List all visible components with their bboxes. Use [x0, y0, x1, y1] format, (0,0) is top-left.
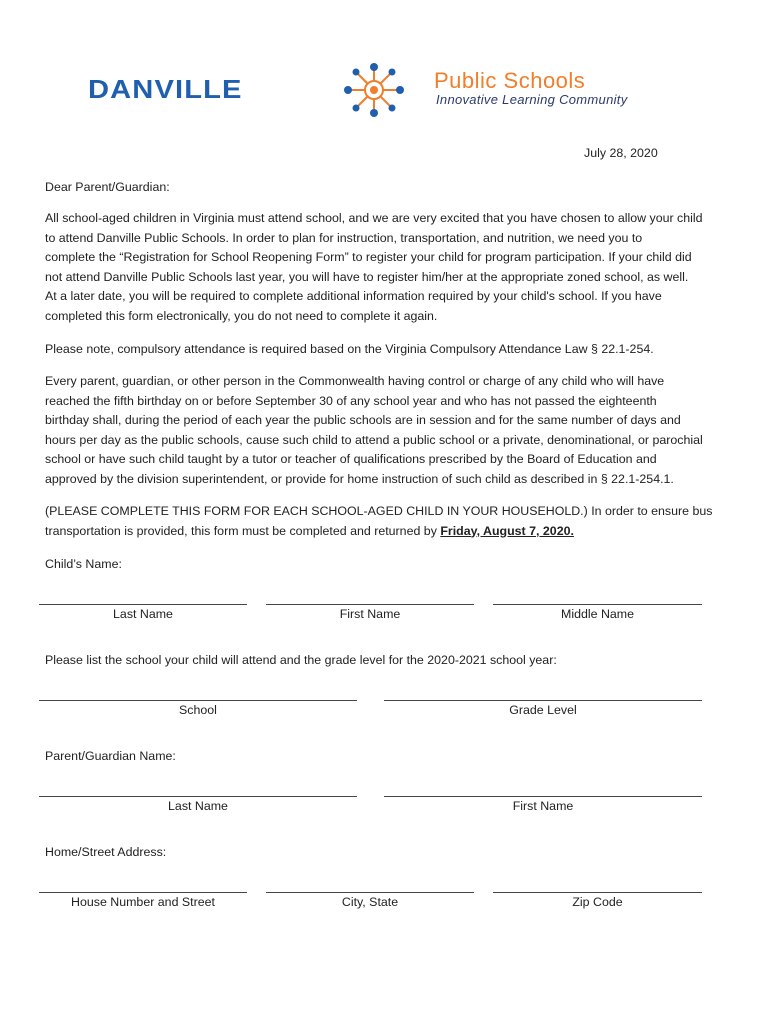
attendance-law-note: Please note, compulsory attendance is required based on the Virginia Compulsory Attendance Law § 22.1-254. — [45, 342, 654, 356]
city-state-field[interactable] — [266, 892, 474, 893]
child-middle-name-field[interactable] — [493, 604, 702, 605]
paragraph-line: complete the “Registration for School Reopening Form” to register your child for program participation. If your child did — [45, 250, 692, 264]
guardian-last-name-caption: Last Name — [168, 799, 228, 813]
child-name-label: Child’s Name: — [45, 557, 122, 571]
street-address-field[interactable] — [39, 892, 247, 893]
street-address-caption: House Number and Street — [71, 895, 215, 909]
guardian-first-name-caption: First Name — [512, 799, 574, 813]
paragraph-line: not attend Danville Public Schools last year, you will have to register him/her at the appropriate zoned school, as well. — [45, 269, 689, 284]
grade-level-field[interactable] — [384, 700, 702, 701]
school-caption: School — [179, 703, 217, 717]
guardian-last-name-field[interactable] — [39, 796, 357, 797]
paragraph-line: All school-aged children in Virginia must attend school, and we are very excited that you have chosen to allow your child — [45, 211, 703, 225]
school-field[interactable] — [39, 700, 357, 701]
logo-danville-text: DANVILLE — [88, 74, 243, 104]
salutation: Dear Parent/Guardian: — [45, 180, 170, 194]
statute-paragraph — [45, 372, 730, 489]
intro-paragraph — [45, 209, 730, 326]
paragraph-line: (PLEASE COMPLETE THIS FORM FOR EACH SCHOOL-AGED CHILD IN YOUR HOUSEHOLD.) In order to ensure bus — [45, 504, 713, 518]
paragraph-line: to attend Danville Public Schools. In order to plan for instruction, transportation, and nutrition, we need you to — [45, 230, 643, 245]
paragraph-line: hours per day as the public schools, cause such child to attend a public school or a private, denominational, or parochial — [45, 432, 703, 447]
address-label: Home/Street Address: — [45, 845, 167, 859]
school-prompt: Please list the school your child will attend and the grade level for the 2020-2021 school year: — [45, 653, 557, 667]
guardian-first-name-field[interactable] — [384, 796, 702, 797]
logo-public-schools-text: Public Schools — [434, 68, 586, 93]
child-last-name-field[interactable] — [39, 604, 247, 605]
community-network-icon — [342, 62, 406, 118]
paragraph-line: At a later date, you will be required to complete additional information required by your child's school. If you have — [45, 289, 662, 303]
child-middle-name-caption: Middle Name — [561, 607, 634, 621]
grade-level-caption: Grade Level — [509, 703, 577, 717]
child-last-name-caption: Last Name — [113, 607, 173, 621]
paragraph-line: school or have such child taught by a tutor or teacher of qualifications prescribed by the Board of Education and — [45, 452, 657, 466]
child-first-name-caption: First Name — [339, 607, 401, 621]
logo-tagline: Innovative Learning Community — [436, 92, 628, 107]
paragraph-line: Every parent, guardian, or other person in the Commonwealth having control or charge of any child who will have — [45, 374, 665, 388]
paragraph-line: reached the fifth birthday on or before September 30 of any school year and who has not passed the eighteenth — [45, 393, 657, 408]
zip-code-field[interactable] — [493, 892, 702, 893]
paragraph-line — [45, 522, 730, 542]
deadline-prefix: transportation is provided, this form must be completed and returned by — [45, 523, 441, 538]
child-first-name-field[interactable] — [266, 604, 474, 605]
paragraph-line: completed this form electronically, you do not need to complete it again. — [45, 308, 438, 323]
return-deadline: Friday, August 7, 2020. — [440, 523, 574, 538]
district-logo — [88, 62, 688, 118]
instructions-paragraph — [45, 502, 730, 541]
zip-code-caption: Zip Code — [572, 895, 623, 909]
guardian-name-label: Parent/Guardian Name: — [45, 749, 176, 763]
city-state-caption: City, State — [341, 895, 399, 909]
paragraph-line: approved by the division superintendent, or provide for home instruction of such child as described in § 22.1-254.1. — [45, 471, 674, 486]
paragraph-line: birthday shall, during the period of each year the public schools are in session and for the same number of days and — [45, 413, 681, 427]
letter-date: July 28, 2020 — [584, 146, 658, 160]
